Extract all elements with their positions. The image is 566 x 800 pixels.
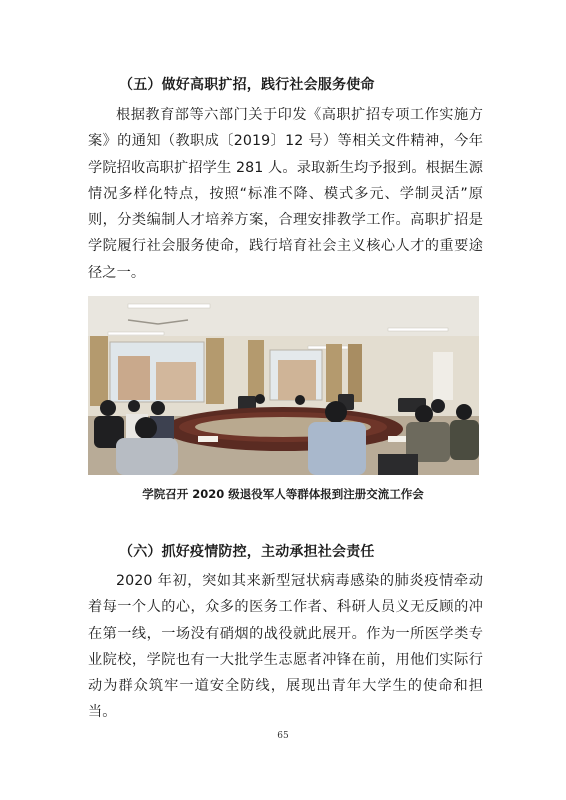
page-number: 65	[277, 731, 289, 741]
section-heading-5: （五）做好高职扩招，践行社会服务使命	[119, 77, 375, 93]
section-paragraph-5: 根据教育部等六部门关于印发《高职扩招专项工作实施方案》的通知（教职成〔2019〕12 号）等相关文件精神，今年学院招收高职扩招学生 281 人。录取新生均予报到。根据生源情况多样化特点，按照“标准不降、模式多元、学制灵活”原则，分类编制人才培养方案，合理安排教学工作。高职扩招是学院履行社会服务使命，践行培育社会主义核心人才的重要途径之一。	[88, 107, 483, 281]
section-paragraph-6: 2020 年初，突如其来新型冠状病毒感染的肺炎疫情牵动着每一个人的心，众多的医务工作者、科研人员义无反顾的冲在第一线，一场没有硝烟的战役就此展开。作为一所医学类专业院校，学院也有一大批学生志愿者冲锋在前，用他们实际行动为群众筑牢一道安全防线，展现出青年大学生的使命和担当。	[88, 573, 483, 721]
meeting-photo	[88, 296, 479, 475]
photo-caption: 学院召开 2020 级退役军人等群体报到注册交流工作会	[142, 487, 424, 501]
section-heading-6: （六）抓好疫情防控，主动承担社会责任	[119, 544, 375, 560]
